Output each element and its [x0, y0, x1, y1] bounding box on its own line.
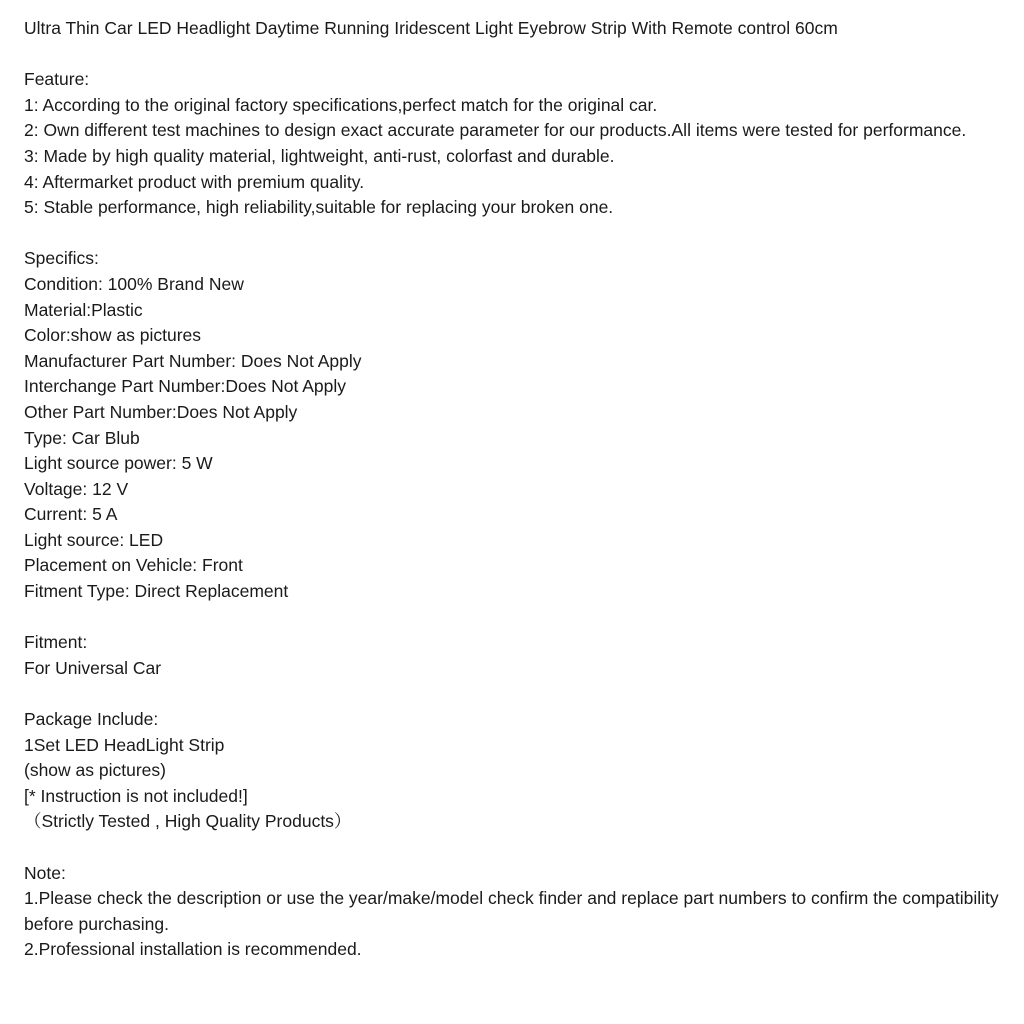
feature-heading: Feature:	[24, 69, 90, 90]
package-item: 1Set LED HeadLight Strip	[24, 734, 225, 755]
spec-item-fitment-type: Fitment Type: Direct Replacement	[24, 581, 289, 602]
spec-item-voltage: Voltage: 12 V	[24, 478, 129, 499]
feature-item: 2: Own different test machines to design exact accurate parameter for our products.All items were tested for performance.	[24, 120, 967, 141]
fitment-item: For Universal Car	[24, 657, 162, 678]
spec-item-material: Material:Plastic	[24, 299, 143, 320]
spec-item-other-part-number: Other Part Number:Does Not Apply	[24, 401, 298, 422]
note-heading: Note:	[24, 862, 66, 883]
spec-item-light-source-power: Light source power: 5 W	[24, 453, 213, 474]
product-title: Ultra Thin Car LED Headlight Daytime Running Iridescent Light Eyebrow Strip With Remote control 60cm	[24, 18, 838, 38]
fitment-heading: Fitment:	[24, 632, 88, 653]
package-item: [* Instruction is not included!]	[24, 785, 248, 806]
note-item: 1.Please check the description or use the year/make/model check finder and replace part numbers to confirm the compatibility before purchasing.	[24, 888, 1004, 934]
feature-item: 3: Made by high quality material, lightweight, anti-rust, colorfast and durable.	[24, 145, 615, 166]
note-section	[24, 861, 1004, 963]
fitment-section	[24, 630, 1000, 681]
package-section	[24, 707, 1000, 835]
feature-item: 5: Stable performance, high reliability,suitable for replacing your broken one.	[24, 197, 614, 218]
package-item: (show as pictures)	[24, 760, 166, 781]
specifics-section	[24, 246, 1000, 604]
package-heading: Package Include:	[24, 709, 159, 730]
spec-item-type: Type: Car Blub	[24, 427, 140, 448]
spec-item-manufacturer-part-number: Manufacturer Part Number: Does Not Apply	[24, 350, 362, 371]
spec-item-light-source: Light source: LED	[24, 529, 164, 550]
spec-item-interchange-part-number: Interchange Part Number:Does Not Apply	[24, 376, 346, 397]
feature-item: 1: According to the original factory specifications,perfect match for the original car.	[24, 94, 658, 115]
spec-item-condition: Condition: 100% Brand New	[24, 273, 244, 294]
specifics-heading: Specifics:	[24, 248, 99, 269]
spec-item-placement: Placement on Vehicle: Front	[24, 555, 243, 576]
spec-item-current: Current: 5 A	[24, 504, 118, 525]
package-item: （Strictly Tested , High Quality Products）	[24, 811, 352, 832]
note-item: 2.Professional installation is recommended.	[24, 939, 362, 960]
feature-section	[24, 67, 1000, 221]
feature-item: 4: Aftermarket product with premium quality.	[24, 171, 365, 192]
spec-item-color: Color:show as pictures	[24, 325, 202, 346]
